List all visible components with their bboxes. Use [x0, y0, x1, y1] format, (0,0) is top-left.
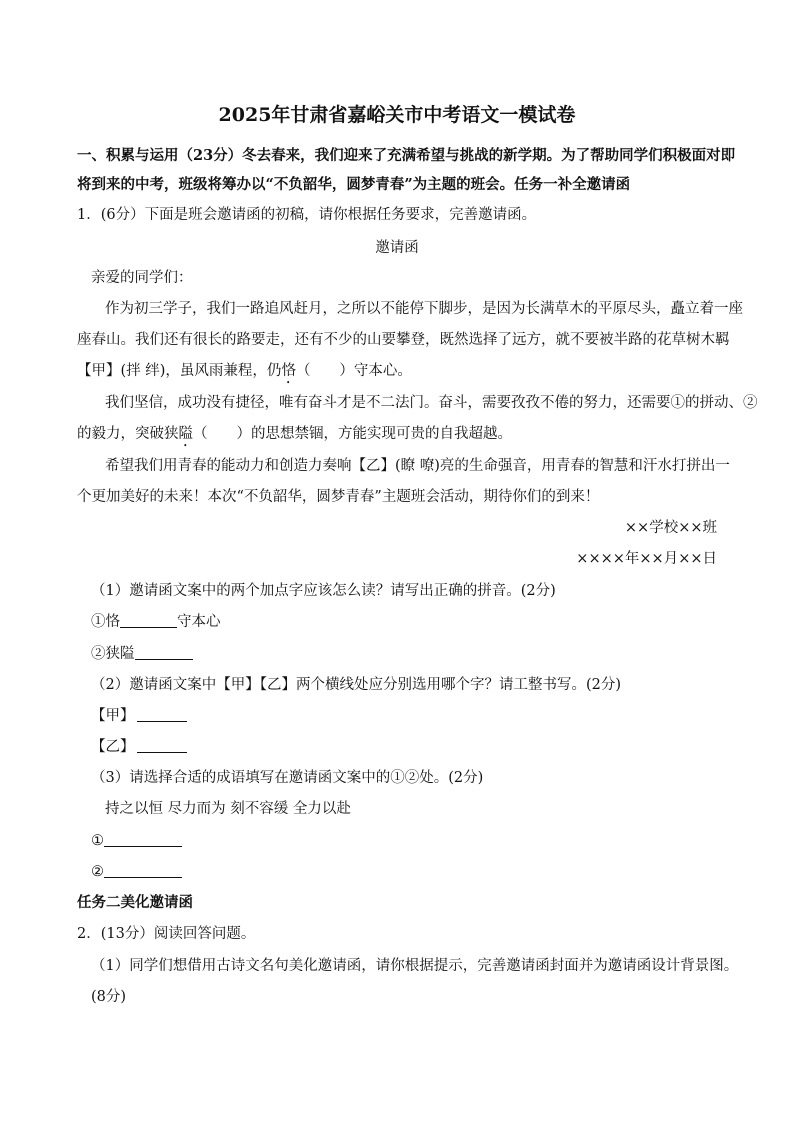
p2-segment-b: （ ）的思想禁锢，方能实现可贵的自我超越。 — [193, 426, 512, 442]
subquestion1-item-a-label: ①恪 — [91, 614, 120, 630]
dotted-char-ai: 隘 — [178, 426, 193, 442]
subquestion1-item-b — [91, 644, 193, 664]
answer-blank[interactable] — [135, 645, 193, 660]
task2-heading: 任务二美化邀请函 — [77, 894, 193, 911]
subquestion2-item-a-label: 【甲】 — [91, 708, 135, 724]
letter-paragraph3-line1: 希望我们用青春的能动力和创造力奏响【乙】(瞭 嘹)亮的生命强音，用青春的智慧和汗水打拼出一 — [105, 458, 730, 474]
idiom-options: 持之以恒 尽力而为 刻不容缓 全力以赴 — [105, 801, 351, 817]
subquestion3-item-b-label: ② — [91, 864, 104, 880]
answer-blank[interactable] — [104, 832, 182, 847]
question1-stem: 1．(6分）下面是班会邀请函的初稿，请你根据任务要求，完善邀请函。 — [77, 207, 537, 223]
subquestion2-item-b-label: 【乙】 — [91, 739, 135, 755]
question2-subquestion1-line2: (8分) — [91, 989, 127, 1005]
letter-paragraph3-line2: 个更加美好的未来！本次“不负韶华，圆梦青春”主题班会活动，期待你们的到来！ — [77, 489, 600, 505]
subquestion1: （1）邀请函文案中的两个加点字应该怎么读？请写出正确的拼音。(2分) — [91, 583, 556, 599]
subquestion2-item-b — [91, 737, 187, 757]
p1-segment-b: （ ）守本心。 — [295, 363, 412, 379]
answer-blank[interactable] — [120, 613, 177, 628]
dotted-char-ke: 恪 — [281, 363, 296, 379]
subquestion1-item-a-tail: 守本心 — [177, 614, 221, 630]
letter-paragraph1-line2: 座春山。我们还有很长的路要走，还有不少的山要攀登，既然选择了远方，就不要被半路的花草树木羁 — [77, 332, 730, 348]
letter-paragraph1-line3 — [77, 361, 412, 387]
subquestion1-item-a — [91, 612, 221, 632]
answer-blank[interactable] — [137, 738, 187, 753]
subquestion3-item-b — [91, 862, 182, 882]
letter-paragraph2-line1: 我们坚信，成功没有捷径，唯有奋斗才是不二法门。奋斗，需要孜孜不倦的努力，还需要①的拼动、② — [105, 395, 758, 411]
letter-paragraph2-line2 — [77, 424, 512, 450]
section1-intro-line1: 一、积累与运用（23分）冬去春来，我们迎来了充满希望与挑战的新学期。为了帮助同学们积极面对即 — [77, 147, 736, 164]
p1-segment-a: 【甲】(拌 绊)，虽风雨兼程，仍 — [77, 363, 282, 379]
letter-title: 邀请函 — [375, 240, 419, 256]
subquestion3: （3）请选择合适的成语填写在邀请函文案中的①②处。(2分) — [91, 770, 484, 786]
subquestion3-item-a-label: ① — [91, 833, 104, 849]
question2-stem: 2．(13分）阅读回答问题。 — [77, 926, 256, 942]
subquestion2: （2）邀请函文案中【甲】【乙】两个横线处应分别选用哪个字？请工整书写。(2分) — [91, 677, 622, 693]
p2-segment-a: 的毅力，突破狭 — [77, 426, 179, 442]
letter-signature-school: ××学校××班 — [624, 520, 717, 536]
section1-intro-line2: 将到来的中考，班级将筹办以“不负韶华，圆梦青春”为主题的班会。任务一补全邀请函 — [77, 176, 631, 193]
question2-subquestion1-line1: （1）同学们想借用古诗文名句美化邀请函，请你根据提示，完善邀请函封面并为邀请函设计背景图。 — [91, 958, 739, 974]
subquestion1-item-b-label: ②狭隘 — [91, 646, 135, 662]
answer-blank[interactable] — [104, 863, 182, 878]
exam-title: 2025年甘肃省嘉峪关市中考语文一模试卷 — [218, 104, 576, 126]
subquestion3-item-a — [91, 831, 182, 851]
subquestion2-item-a — [91, 706, 187, 726]
letter-paragraph1-line1: 作为初三学子，我们一路追风赶月，之所以不能停下脚步，是因为长满草木的平原尽头，矗立着一座 — [105, 301, 743, 317]
letter-signature-date: ××××年××月××日 — [576, 551, 717, 567]
letter-greeting: 亲爱的同学们： — [91, 270, 193, 286]
answer-blank[interactable] — [137, 707, 187, 722]
